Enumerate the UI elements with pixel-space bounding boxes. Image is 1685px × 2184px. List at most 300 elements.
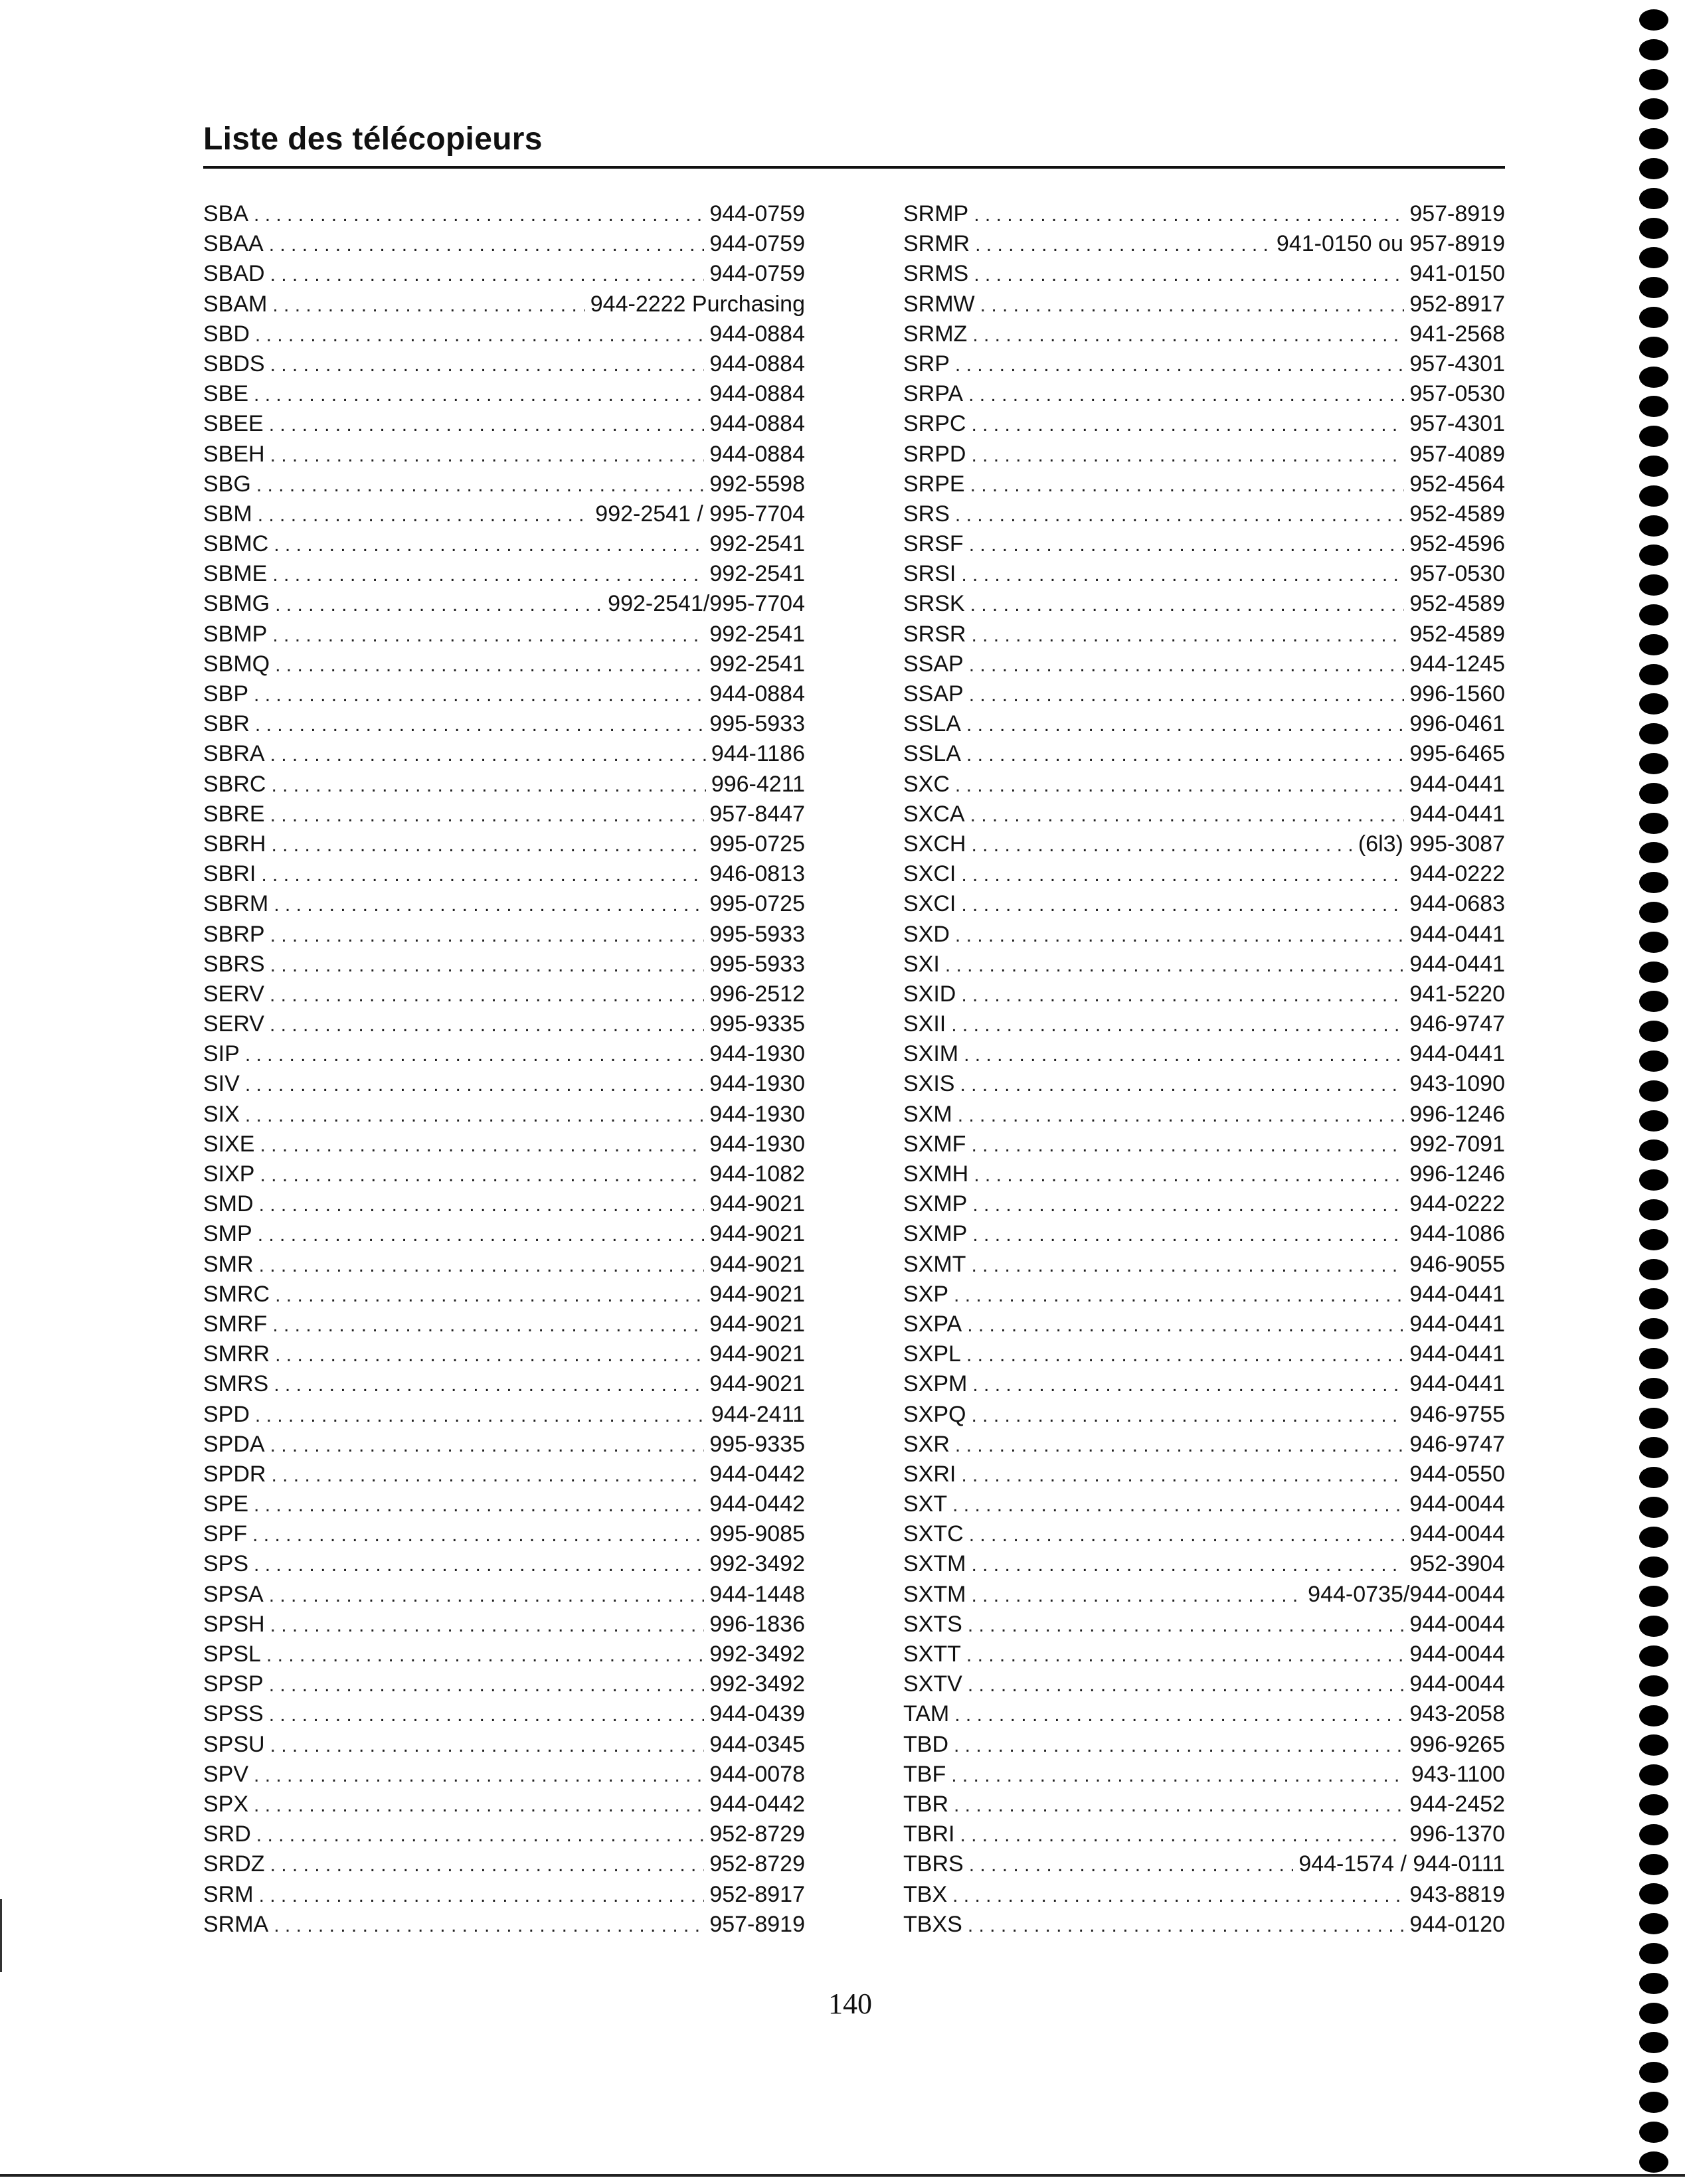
directory-entry [203, 1489, 805, 1519]
entry-code: SPSH [203, 1611, 265, 1637]
page-number: 140 [828, 1987, 872, 2020]
entry-code: SXP [903, 1281, 949, 1307]
dot-leader [954, 1790, 1404, 1820]
binding-hole-icon [1639, 813, 1668, 834]
entry-code: SBRM [203, 891, 269, 917]
dot-leader [968, 1910, 1405, 1940]
entry-code: SXTT [903, 1641, 961, 1667]
dot-leader [961, 890, 1404, 920]
entry-fax-number: 992-2541 [709, 561, 805, 587]
entry-fax-number: 995-5933 [709, 711, 805, 737]
entry-fax-number: 992-3492 [709, 1641, 805, 1667]
dot-leader [254, 1790, 704, 1820]
binding-hole-icon [1639, 247, 1668, 268]
directory-entry [903, 1430, 1505, 1460]
entry-code: SXI [903, 951, 940, 977]
binding-hole-icon [1639, 872, 1668, 893]
entry-fax-number: 943-1100 [1411, 1761, 1505, 1787]
dot-leader [974, 260, 1404, 290]
directory-entry [903, 1610, 1505, 1639]
binding-hole-icon [1639, 1318, 1668, 1339]
entry-fax-number: 944-1930 [709, 1101, 805, 1127]
entry-code: SBAM [203, 291, 268, 317]
entry-fax-number: 944-0120 [1409, 1911, 1505, 1937]
binding-hole-icon [1639, 39, 1668, 60]
directory-entry [203, 739, 805, 769]
entry-code: SXMF [903, 1131, 966, 1157]
dot-leader [955, 1430, 1404, 1460]
dot-leader [969, 1520, 1405, 1550]
binding-hole-icon [1639, 783, 1668, 804]
entry-code: SXC [903, 771, 950, 797]
dot-leader [971, 830, 1352, 860]
dot-leader [972, 1190, 1404, 1220]
entry-code: SRPD [903, 441, 966, 467]
entry-fax-number: 957-4301 [1409, 351, 1505, 377]
dot-leader [955, 350, 1404, 380]
directory-entry [903, 1189, 1505, 1219]
dot-leader [259, 1881, 705, 1910]
entry-code: SXMT [903, 1251, 966, 1277]
entry-fax-number: 944-1245 [1409, 651, 1505, 677]
directory-entry [903, 1039, 1505, 1069]
directory-entry [903, 1849, 1505, 1879]
directory-entry [903, 1280, 1505, 1309]
entry-code: SBRC [203, 771, 266, 797]
directory-entry [203, 199, 805, 229]
entry-code: SIP [203, 1041, 240, 1067]
binding-hole-icon [1639, 426, 1668, 447]
entry-fax-number: 944-0442 [709, 1791, 805, 1817]
scan-bottom-edge [0, 2174, 1685, 2177]
dot-leader [966, 740, 1404, 770]
binding-hole-icon [1639, 1497, 1668, 1518]
entry-fax-number: 944-9021 [709, 1341, 805, 1367]
dot-leader [258, 1220, 705, 1250]
dot-leader [255, 710, 704, 740]
entry-code: SRPA [903, 381, 964, 407]
entry-fax-number: 944-0441 [1409, 801, 1505, 827]
entry-code: TBRS [903, 1851, 964, 1877]
entry-fax-number: 944-0884 [709, 411, 805, 437]
dot-leader [969, 650, 1405, 680]
entry-code: SRPC [903, 411, 966, 437]
entry-fax-number: 944-0759 [709, 261, 805, 287]
entry-code: SBRP [203, 921, 265, 947]
dot-leader [969, 680, 1405, 710]
entry-code: SRSK [903, 591, 965, 617]
binding-hole-icon [1639, 1705, 1668, 1726]
directory-entry [203, 1309, 805, 1339]
entry-code: SRP [903, 351, 950, 377]
binding-hole-icon [1639, 2092, 1668, 2113]
entry-code: SMD [203, 1191, 254, 1217]
entry-code: SBG [203, 471, 251, 497]
entry-code: SXPL [903, 1341, 961, 1367]
directory-entry [903, 1519, 1505, 1549]
binding-hole-icon [1639, 69, 1668, 90]
directory-entry [203, 1849, 805, 1879]
dot-leader [270, 980, 704, 1010]
directory-entry [203, 1009, 805, 1039]
dot-leader [971, 620, 1404, 650]
entry-fax-number: 995-0725 [709, 831, 805, 857]
directory-entry [203, 889, 805, 919]
directory-entry [203, 499, 805, 529]
entry-fax-number: 996-2512 [709, 981, 805, 1007]
entry-fax-number: 957-4301 [1409, 411, 1505, 437]
entry-code: SRMW [903, 291, 975, 317]
entry-code: SMRR [203, 1341, 270, 1367]
entry-fax-number: 941-0150 ou 957-8919 [1276, 231, 1505, 257]
entry-code: SXCI [903, 891, 956, 917]
directory-entry [203, 920, 805, 950]
entry-code: SERV [203, 981, 264, 1007]
entry-fax-number: 944-0884 [709, 441, 805, 467]
directory-entry [903, 1460, 1505, 1489]
entry-fax-number: 944-0441 [1409, 1341, 1505, 1367]
directory-entry [903, 1250, 1505, 1280]
entry-code: SBMP [203, 621, 268, 647]
dot-leader [969, 530, 1405, 560]
binding-hole-icon [1639, 1288, 1668, 1309]
entry-fax-number: 944-0078 [709, 1761, 805, 1787]
directory-entry [903, 1159, 1505, 1189]
directory-entry [903, 1669, 1505, 1699]
directory-entry [903, 1910, 1505, 1940]
directory-entry [903, 559, 1505, 589]
entry-fax-number: 944-1082 [709, 1161, 805, 1187]
binding-hole-icon [1639, 485, 1668, 507]
binding-hole-icon [1639, 1437, 1668, 1458]
dot-leader [270, 1610, 705, 1640]
directory-entry [903, 469, 1505, 499]
directory-entry [903, 379, 1505, 409]
dot-leader [954, 1280, 1404, 1310]
dot-leader [954, 1730, 1404, 1760]
binding-hole-icon [1639, 1378, 1668, 1399]
entry-code: SXMP [903, 1221, 968, 1247]
directory-entry [203, 440, 805, 469]
entry-code: SPF [203, 1521, 248, 1547]
directory-entry [203, 1760, 805, 1790]
entry-fax-number: 946-0813 [709, 861, 805, 887]
entry-code: SBDS [203, 351, 265, 377]
directory-entry [903, 1730, 1505, 1760]
entry-fax-number: 944-1186 [711, 741, 805, 767]
entry-code: SXIM [903, 1041, 959, 1067]
entry-fax-number: 944-9021 [709, 1311, 805, 1337]
entry-code: SBP [203, 681, 249, 707]
entry-code: SPSP [203, 1671, 264, 1697]
dot-leader [972, 320, 1404, 350]
entry-code: SXCI [903, 861, 956, 887]
entry-fax-number: 952-8917 [1409, 291, 1505, 317]
binding-hole-icon [1639, 932, 1668, 953]
entry-fax-number: 995-9335 [709, 1011, 805, 1037]
dot-leader [275, 1280, 704, 1310]
entry-fax-number: 957-0530 [1409, 561, 1505, 587]
entry-fax-number: 957-8919 [709, 1911, 805, 1937]
entry-fax-number: 952-8729 [709, 1821, 805, 1847]
entry-code: SIV [203, 1071, 240, 1097]
directory-entry [203, 1460, 805, 1489]
dot-leader [975, 230, 1271, 260]
directory-entry [903, 499, 1505, 529]
entry-fax-number: 941-5220 [1409, 981, 1505, 1007]
dot-leader [961, 1460, 1404, 1490]
dot-leader [255, 1400, 706, 1430]
entry-code: SXCA [903, 801, 965, 827]
dot-leader [955, 920, 1404, 950]
entry-code: SPSL [203, 1641, 261, 1667]
directory-entry [903, 679, 1505, 709]
entry-fax-number: 941-0150 [1409, 261, 1505, 287]
entry-fax-number: 946-9055 [1409, 1251, 1505, 1277]
binding-hole-icon [1639, 574, 1668, 596]
binding-hole-icon [1639, 515, 1668, 537]
entry-fax-number: 944-9021 [709, 1281, 805, 1307]
entry-code: SPSS [203, 1701, 264, 1727]
entry-code: SBMG [203, 591, 270, 617]
entry-code: SXTM [903, 1551, 966, 1577]
directory-entry [903, 739, 1505, 769]
directory-entry [203, 1910, 805, 1940]
entry-code: SMRF [203, 1311, 268, 1337]
entry-fax-number: 944-0884 [709, 681, 805, 707]
directory-entry [903, 319, 1505, 349]
dot-leader [270, 350, 705, 380]
entry-fax-number: 944-9021 [709, 1221, 805, 1247]
dot-leader [272, 620, 704, 650]
entry-fax-number: 944-0884 [709, 351, 805, 377]
entry-code: SSLA [903, 741, 961, 767]
entry-code: SPE [203, 1491, 249, 1517]
dot-leader [259, 1250, 705, 1280]
directory-entry [203, 1069, 805, 1099]
dot-leader [255, 320, 704, 350]
dot-leader [252, 1520, 704, 1550]
entry-code: SBRI [203, 861, 256, 887]
binding-hole-icon [1639, 1824, 1668, 1845]
directory-entry [903, 1309, 1505, 1339]
dot-leader [272, 1310, 704, 1340]
dot-leader [272, 290, 584, 320]
entry-code: SSAP [903, 651, 964, 677]
dot-leader [270, 1730, 705, 1760]
binding-hole-icon [1639, 1021, 1668, 1042]
dot-leader [256, 470, 705, 500]
entry-code: SBRE [203, 801, 265, 827]
dot-leader [966, 1640, 1404, 1670]
entry-fax-number: 952-4596 [1409, 531, 1505, 557]
dot-leader [945, 950, 1405, 980]
binding-hole-icon [1639, 1675, 1668, 1697]
entry-code: SRM [203, 1881, 254, 1907]
directory-entry [903, 889, 1505, 919]
entry-fax-number: 996-9265 [1409, 1731, 1505, 1757]
entry-fax-number: 944-0441 [1409, 921, 1505, 947]
dot-leader [260, 1160, 704, 1190]
entry-code: SPSA [203, 1581, 264, 1607]
binding-hole-icon [1639, 1139, 1668, 1161]
directory-entry [903, 1880, 1505, 1910]
dot-leader [269, 1670, 705, 1700]
binding-hole-icon [1639, 1229, 1668, 1250]
entry-code: SPD [203, 1401, 250, 1427]
entry-fax-number: 944-0884 [709, 321, 805, 347]
binding-hole-icon [1639, 158, 1668, 179]
entry-code: SXT [903, 1491, 948, 1517]
dot-leader [254, 380, 704, 410]
entry-code: SSAP [903, 681, 964, 707]
entry-fax-number: 944-9021 [709, 1251, 805, 1277]
dot-leader [254, 680, 704, 710]
entry-code: SXID [903, 981, 956, 1007]
dot-leader [270, 440, 705, 470]
dot-leader [258, 500, 590, 530]
directory-entry [203, 1730, 805, 1760]
entry-code: SRMP [903, 201, 969, 226]
entry-fax-number: 944-1448 [709, 1581, 805, 1607]
directory-entry [203, 1100, 805, 1130]
directory-entry [203, 1219, 805, 1249]
entry-code: SMP [203, 1221, 252, 1247]
entry-fax-number: 995-6465 [1409, 741, 1505, 767]
entry-code: SPDA [203, 1431, 265, 1457]
entry-code: SPX [203, 1791, 249, 1817]
entry-code: SBE [203, 381, 249, 407]
entry-fax-number: 943-1090 [1409, 1071, 1505, 1097]
directory-entry [203, 1130, 805, 1159]
binding-hole-icon [1639, 307, 1668, 328]
entry-fax-number: 957-8447 [709, 801, 805, 827]
dot-leader [270, 800, 705, 830]
directory-entry [903, 1400, 1505, 1430]
directory-entry [203, 1369, 805, 1399]
binding-hole-icon [1639, 277, 1668, 298]
binding-hole-icon [1639, 1169, 1668, 1191]
entry-code: SMRS [203, 1371, 269, 1397]
dot-leader [955, 770, 1404, 800]
entry-fax-number: 944-1086 [1409, 1221, 1505, 1247]
entry-fax-number: 992-5598 [709, 471, 805, 497]
dot-leader [260, 1130, 704, 1160]
binding-hole-icon [1639, 1259, 1668, 1280]
dot-leader [269, 410, 705, 440]
entry-fax-number: 944-0439 [709, 1701, 805, 1727]
entry-code: TBR [903, 1791, 948, 1817]
directory-entry [903, 1100, 1505, 1130]
directory-entry [203, 529, 805, 559]
entry-fax-number: 944-0044 [1409, 1641, 1505, 1667]
dot-leader [966, 710, 1404, 740]
dot-leader [270, 740, 706, 770]
entry-code: SRDZ [203, 1851, 265, 1877]
binding-hole-icon [1639, 337, 1668, 358]
dot-leader [275, 590, 602, 620]
entry-fax-number: 944-1930 [709, 1071, 805, 1097]
binding-hole-icon [1639, 753, 1668, 774]
directory-entry [203, 1280, 805, 1309]
entry-code: SRPE [903, 471, 965, 497]
directory-entry [203, 950, 805, 979]
directory-entry [203, 649, 805, 679]
entry-fax-number: 952-4589 [1409, 591, 1505, 617]
binding-hole-icon [1639, 545, 1668, 566]
binding-hole-icon [1639, 2003, 1668, 2024]
binding-hole-icon [1639, 1467, 1668, 1488]
dot-leader [972, 1370, 1404, 1400]
binding-hole-icon [1639, 1854, 1668, 1875]
entry-code: SBME [203, 561, 268, 587]
entry-fax-number: 944-2411 [711, 1401, 805, 1427]
dot-leader [971, 440, 1404, 470]
entry-fax-number: 944-0441 [1409, 1371, 1505, 1397]
entry-code: SRSF [903, 531, 964, 557]
dot-leader [270, 260, 705, 290]
binding-hole-icon [1639, 842, 1668, 863]
entry-fax-number: 996-1836 [709, 1611, 805, 1637]
entry-code: SRMZ [903, 321, 968, 347]
dot-leader [967, 1310, 1404, 1340]
directory-entry [903, 979, 1505, 1009]
dot-leader [952, 1881, 1404, 1910]
dot-leader [961, 980, 1404, 1010]
entry-code: SBA [203, 201, 249, 226]
dot-leader [275, 650, 704, 680]
entry-fax-number: 992-2541 [709, 651, 805, 677]
binding-hole-icon [1639, 2062, 1668, 2083]
dot-leader [964, 1040, 1404, 1070]
directory-entry [903, 259, 1505, 289]
directory-entry [903, 229, 1505, 259]
directory-entry [903, 1549, 1505, 1579]
binding-hole-icon [1639, 456, 1668, 477]
entry-code: SIXE [203, 1131, 255, 1157]
binding-hole-icon [1639, 962, 1668, 983]
binding-hole-icon [1639, 2151, 1668, 2173]
entry-code: SBM [203, 501, 252, 527]
entry-fax-number: 952-3904 [1409, 1551, 1505, 1577]
entry-code: SRS [903, 501, 950, 527]
directory-entry [203, 229, 805, 259]
entry-code: SXMH [903, 1161, 969, 1187]
directory-entry [203, 859, 805, 889]
entry-fax-number: 952-8729 [709, 1851, 805, 1877]
left-column [203, 199, 805, 1940]
entry-fax-number: 944-0550 [1409, 1461, 1505, 1487]
binding-hole-icon [1639, 98, 1668, 120]
entry-code: SRSR [903, 621, 966, 647]
binding-hole-icon [1639, 1794, 1668, 1815]
entry-code: SRMS [903, 261, 969, 287]
dot-leader [968, 1610, 1405, 1640]
entry-fax-number: 944-0683 [1409, 891, 1505, 917]
entry-fax-number: 944-0044 [1409, 1671, 1505, 1697]
dot-leader [971, 410, 1404, 440]
entry-fax-number: 957-4089 [1409, 441, 1505, 467]
entry-fax-number: 992-2541 [709, 531, 805, 557]
dot-leader [951, 1010, 1404, 1040]
entry-fax-number: 944-0044 [1409, 1521, 1505, 1547]
entry-fax-number: 944-0222 [1409, 861, 1505, 887]
entry-code: SBRH [203, 831, 266, 857]
binding-hole-icon [1639, 1348, 1668, 1369]
binding-hole-icon [1639, 1913, 1668, 1934]
entry-fax-number: 944-0759 [709, 201, 805, 226]
entry-fax-number: 943-2058 [1409, 1701, 1505, 1727]
